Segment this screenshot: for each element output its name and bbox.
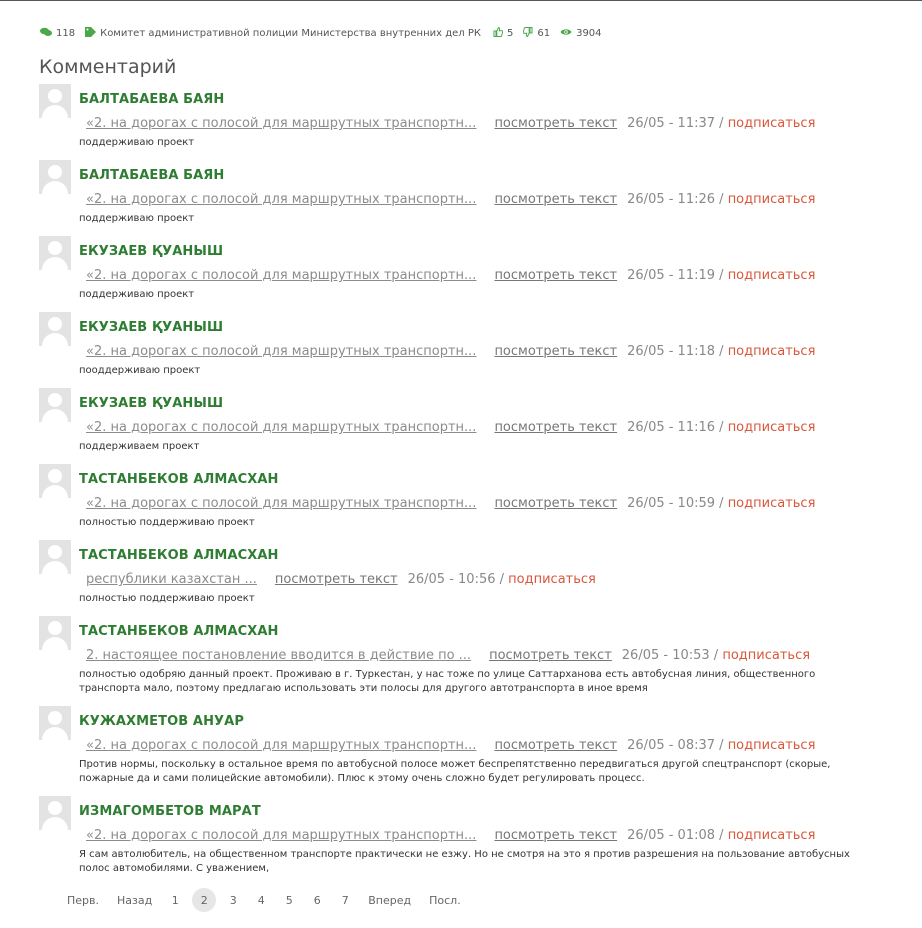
views-counter: 3904 [560,28,601,39]
comment-time: 26/05 - 11:19 / [627,268,724,283]
avatar [39,706,71,740]
comment-time: 26/05 - 11:37 / [627,116,724,131]
subscribe-link[interactable]: подписаться [727,116,816,131]
avatar [39,540,71,574]
avatar [39,84,71,118]
comments-list [39,84,899,880]
comment-author[interactable]: ЕКУЗАЕВ ҚУАНЫШ [79,320,224,335]
comment-author[interactable]: ТАСТАНБЕКОВ АЛМАСХАН [79,472,279,487]
pager-first[interactable]: Перв. [67,893,100,907]
comment-item [39,84,899,160]
comment-text: пооддерживаю проект [79,365,201,376]
comment-text: Против нормы, поскольку в остальное время по автобусной полосе может беспрепятственно передвигаться другой спецтранспорт (скорые, пожарные да и сами полицейские автомобили). Плюс к этому очень сложно будет регулировать процесс. [79,759,831,784]
subscribe-link[interactable]: подписаться [727,496,816,511]
avatar [39,160,71,194]
tag-icon [85,27,96,40]
clause-link[interactable]: «2. на дорогах с полосой для маршрутных транспортн... [86,738,477,753]
comment-meta-line [86,572,596,587]
dislike-counter[interactable]: 61 [523,27,550,40]
pager-page-6[interactable]: 6 [313,893,321,907]
avatar [39,616,71,650]
comment-item [39,706,899,796]
comment-meta-line [86,828,815,843]
view-text-link[interactable]: посмотреть текст [494,420,618,435]
view-text-link[interactable]: посмотреть текст [494,496,618,511]
subscribe-link[interactable]: подписаться [727,192,816,207]
comment-author[interactable]: БАЛТАБАЕВА БАЯН [79,168,225,183]
comments-section-title: Комментарий [39,56,177,78]
comment-meta-line [86,344,815,359]
subscribe-link[interactable]: подписаться [727,344,816,359]
view-text-link[interactable]: посмотреть текст [489,648,612,663]
comment-meta-line [86,192,815,207]
view-text-link[interactable]: посмотреть текст [494,828,618,843]
comments-count[interactable]: 118 [40,27,75,40]
comment-text: поддерживаю проект [79,289,195,300]
subscribe-link[interactable]: подписаться [727,828,816,843]
comment-item [39,388,899,464]
comment-meta-line [86,648,810,663]
top-divider [0,0,922,1]
comment-author[interactable]: ИЗМАГОМБЕТОВ МАРАТ [79,804,261,819]
pager-page-1[interactable]: 1 [171,893,179,907]
comment-text: поддерживаем проект [79,441,200,452]
comment-meta-line [86,496,815,511]
avatar [39,464,71,498]
view-text-link[interactable]: посмотреть текст [494,192,618,207]
clause-link[interactable]: «2. на дорогах с полосой для маршрутных транспортн... [86,344,477,359]
pager-page-4[interactable]: 4 [257,893,265,907]
comment-item [39,160,899,236]
clause-link[interactable]: «2. на дорогах с полосой для маршрутных транспортн... [86,116,477,131]
subscribe-link[interactable]: подписаться [727,268,816,283]
avatar [39,796,71,830]
comment-time: 26/05 - 11:18 / [627,344,724,359]
comment-item [39,312,899,388]
comment-item [39,540,899,616]
comment-item [39,796,899,880]
clause-link[interactable]: республики казахстан ... [86,572,257,587]
comment-author[interactable]: ТАСТАНБЕКОВ АЛМАСХАН [79,548,279,563]
avatar [39,388,71,422]
comment-time: 26/05 - 08:37 / [627,738,724,753]
comment-item [39,236,899,312]
clause-link[interactable]: «2. на дорогах с полосой для маршрутных транспортн... [86,496,477,511]
comment-text: полностью поддерживаю проект [79,593,255,604]
pager-page-3[interactable]: 3 [229,893,237,907]
comment-text: полностью одобряю данный проект. Проживаю в г. Туркестан, у нас тоже по улице Саттарханова есть автобусная линия, общественного транспорта мало, поэтому предлагаю использовать эти полосы для другого автотранспорта в иное время [79,669,816,694]
comment-time: 26/05 - 10:53 / [621,648,719,663]
comment-author[interactable]: ТАСТАНБЕКОВ АЛМАСХАН [79,624,279,639]
eye-icon [560,28,572,39]
pager-next[interactable]: Вперед [368,893,412,907]
comment-time: 26/05 - 01:08 / [627,828,724,843]
clause-link[interactable]: 2. настоящее постановление вводится в действие по ... [86,648,472,663]
comment-text: Я сам автолюбитель, на общественном транспорте практически не езжу. Но не смотря на это я против разрешения на пользование автобусных полос автомобилями. С уважением, [79,849,850,874]
thumbs-up-icon [493,27,503,40]
comment-meta-line [86,268,815,283]
thumbs-down-icon [523,27,533,40]
clause-link[interactable]: «2. на дорогах с полосой для маршрутных транспортн... [86,420,477,435]
comment-time: 26/05 - 11:26 / [627,192,724,207]
avatar [39,312,71,346]
comment-time: 26/05 - 10:56 / [407,572,505,587]
comment-time: 26/05 - 10:59 / [627,496,724,511]
comment-item [39,464,899,540]
pager-prev[interactable]: Назад [117,893,153,907]
comment-meta-line [86,738,815,753]
like-counter[interactable]: 5 [493,27,513,40]
category-tag[interactable]: Комитет административной полиции Министерства внутренних дел РК [85,27,481,40]
view-text-link[interactable]: посмотреть текст [494,344,618,359]
clause-link[interactable]: «2. на дорогах с полосой для маршрутных транспортн... [86,192,477,207]
subscribe-link[interactable]: подписаться [722,648,811,663]
comment-meta-line [86,420,815,435]
clause-link[interactable]: «2. на дорогах с полосой для маршрутных транспортн... [86,828,477,843]
comment-author[interactable]: КУЖАХМЕТОВ АНУАР [79,714,244,729]
subscribe-link[interactable]: подписаться [508,572,596,587]
subscribe-link[interactable]: подписаться [727,738,816,753]
view-text-link[interactable]: посмотреть текст [494,268,618,283]
comment-text: полностью поддерживаю проект [79,517,255,528]
pager-page-5[interactable]: 5 [285,893,293,907]
view-text-link[interactable]: посмотреть текст [494,738,618,753]
comments-icon [40,27,52,40]
pager-page-current[interactable]: 2 [192,888,216,912]
subscribe-link[interactable]: подписаться [727,420,816,435]
view-text-link[interactable]: посмотреть текст [494,116,618,131]
comment-meta-line [86,116,815,131]
comment-text: поддерживаю проект [79,213,195,224]
comment-author[interactable]: ЕКУЗАЕВ ҚУАНЫШ [79,244,224,259]
comment-item [39,616,899,706]
pager-last[interactable]: Посл. [429,893,461,907]
pagination [67,888,479,912]
pager-page-7[interactable]: 7 [341,893,349,907]
avatar [39,236,71,270]
post-meta-bar [40,26,612,40]
clause-link[interactable]: «2. на дорогах с полосой для маршрутных транспортн... [86,268,477,283]
comment-text: поддерживаю проект [79,137,195,148]
comment-author[interactable]: БАЛТАБАЕВА БАЯН [79,92,225,107]
view-text-link[interactable]: посмотреть текст [274,572,398,587]
comment-author[interactable]: ЕКУЗАЕВ ҚУАНЫШ [79,396,224,411]
comment-time: 26/05 - 11:16 / [627,420,724,435]
